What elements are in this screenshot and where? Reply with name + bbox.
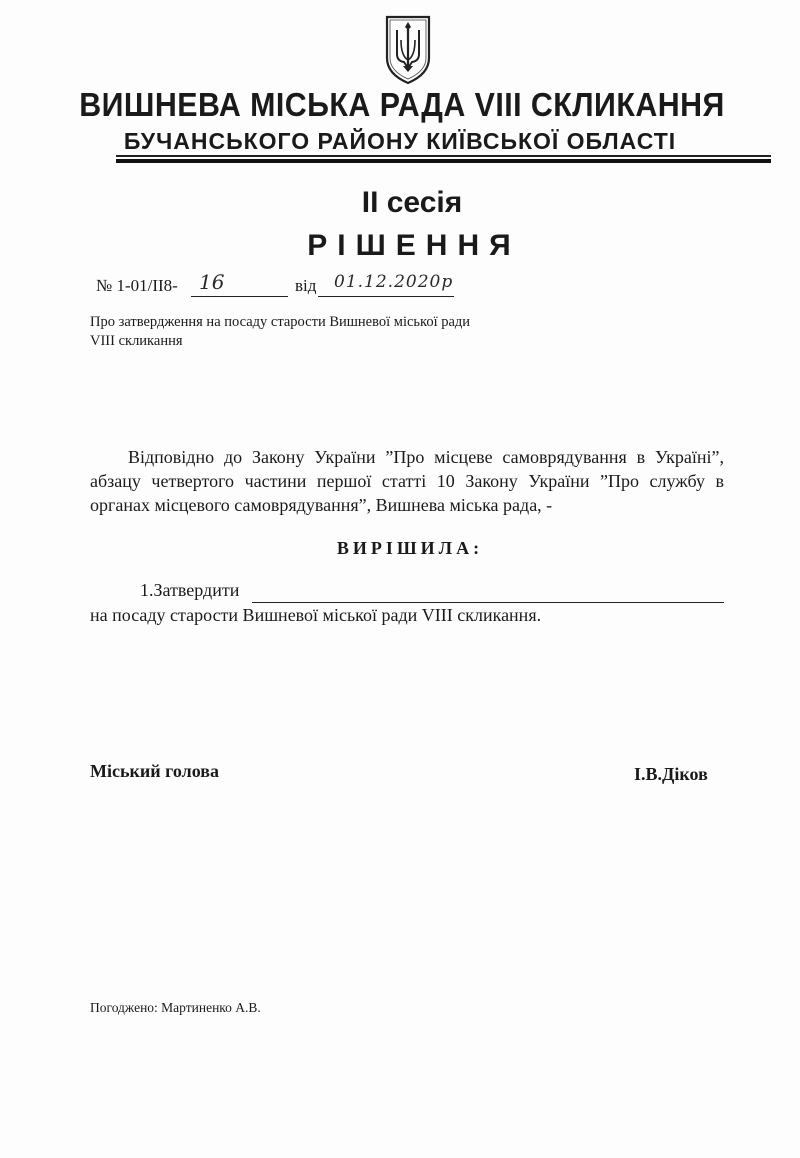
document-type: РІШЕННЯ [307, 229, 521, 262]
tryzub-coat-of-arms-icon [383, 14, 433, 86]
signer-name: І.В.Діков [634, 764, 708, 784]
council-district: БУЧАНСЬКОГО РАЙОНУ КИЇВСЬКОЇ ОБЛАСТІ [123, 128, 677, 154]
decision-date-value: 01.12.2020р [334, 272, 454, 292]
decision-number-label: № 1-01/ІІ8- [96, 276, 178, 295]
header-divider-thick [116, 159, 771, 163]
decision-number-underline [191, 296, 288, 297]
decision-date-label: від [295, 276, 317, 295]
session-title: ІІ сесія [361, 186, 463, 219]
header-divider-thin [116, 155, 771, 157]
decision-subject: Про затвердження на посаду старости Вишневої міської ради VIII скликання [90, 314, 471, 349]
preamble-paragraph: Відповідно до Закону України ”Про місцеве самоврядування в Україні”, абзацу четвертого частини першої статті 10 Закону України ”Про службу в органах місцевого самоврядування”, Вишнева міська рада, - [90, 447, 724, 515]
decision-date-underline [318, 296, 454, 297]
decision-number-value: 16 [199, 270, 225, 294]
item-1-continuation: на посаду старости Вишневої міської ради VIII скликання. [90, 605, 542, 625]
agreed-by: Погоджено: Мартиненко А.В. [90, 1000, 261, 1015]
decided-heading: ВИРІШИЛА: [336, 538, 484, 558]
item-1-text: 1.Затвердити [140, 580, 240, 600]
council-title: ВИШНЕВА МІСЬКА РАДА VIII СКЛИКАННЯ [79, 86, 725, 123]
item-1-blank-line [252, 602, 724, 603]
signer-title: Міський голова [90, 761, 219, 781]
